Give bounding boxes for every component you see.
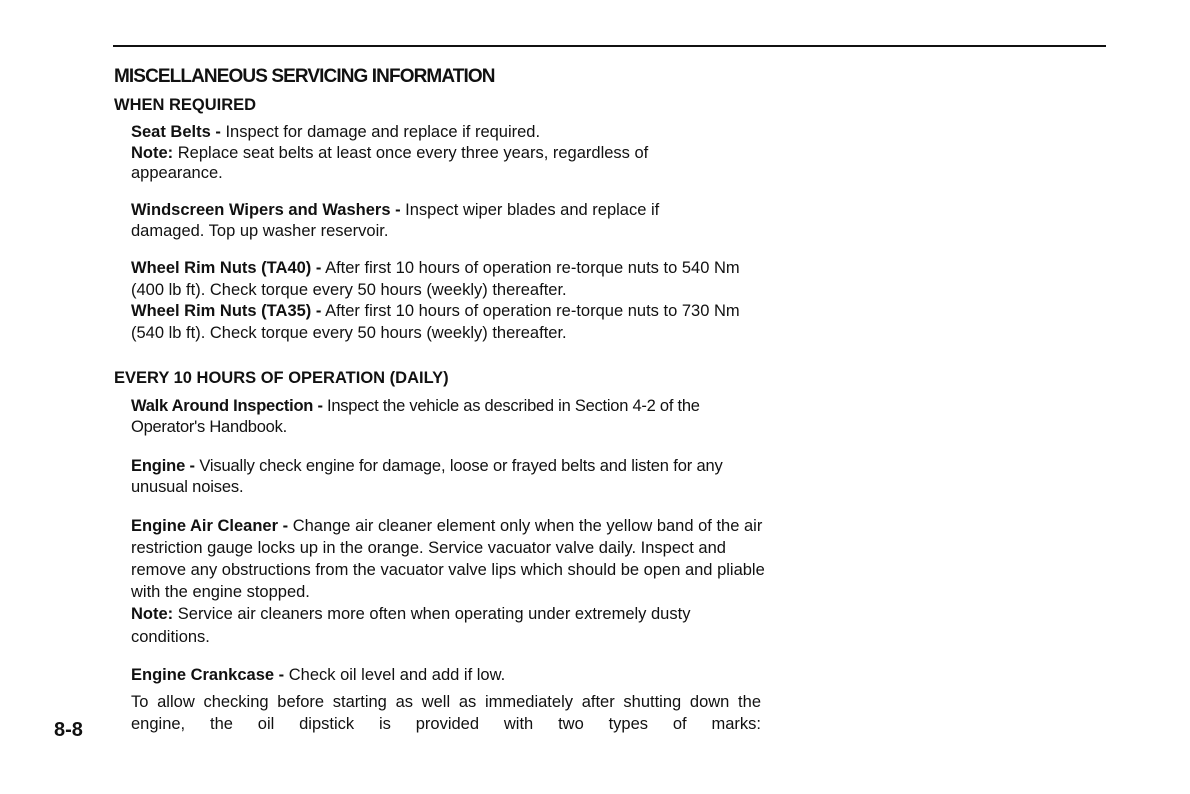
heading-every-10-hours: EVERY 10 HOURS OF OPERATION (DAILY) [114,369,449,387]
rim-nuts-ta35-paragraph [131,300,776,344]
page-number: 8-8 [54,719,83,741]
rim-nuts-ta40-label: Wheel Rim Nuts (TA40) - [131,259,322,277]
air-cleaner-note-text: Service air cleaners more often when operating under extremely dusty conditions. [131,605,691,646]
crankcase-text: Check oil level and add if low. [288,666,506,684]
walk-around-label: Walk Around Inspection - [131,397,323,415]
walk-around-text: Inspect the vehicle as described in Section 4-2 of the Operator's Handbook. [131,397,700,436]
air-cleaner-text: Change air cleaner element only when the yellow band of the air restriction gauge locks up in the orange. Service vacuator valve daily. Inspect and remove any obstructions from the vacuator valve lips which should be open and pliable with the engine stopped. [131,517,765,601]
rim-nuts-ta35-label: Wheel Rim Nuts (TA35) - [131,302,322,320]
crankcase-label: Engine Crankcase - [131,666,285,684]
engine-text: Visually check engine for damage, loose or frayed belts and listen for any unusual noises. [131,457,723,496]
engine-paragraph [131,456,756,497]
crankcase-paragraph [131,665,776,686]
rim-nuts-ta40-paragraph [131,257,776,301]
wipers-paragraph [131,200,731,241]
seat-belts-note-text: Replace seat belts at least once every three years, regardless of appearance. [131,143,649,182]
rim-nuts-ta40-text: After first 10 hours of operation re-torque nuts to 540 Nm (400 lb ft). Check torque every 50 hours (weekly) thereafter. [131,259,740,299]
air-cleaner-note-label: Note: [131,605,174,623]
wipers-label: Windscreen Wipers and Washers - [131,201,401,219]
seat-belts-text: Inspect for damage and replace if required. [225,123,541,141]
wipers-text: Inspect wiper blades and replace if damaged. Top up washer reservoir. [131,201,660,240]
air-cleaner-paragraph [131,515,771,649]
seat-belts-note-label: Note: [131,143,174,162]
engine-label: Engine - [131,457,195,475]
page-title: MISCELLANEOUS SERVICING INFORMATION [114,66,495,87]
heading-when-required: WHEN REQUIRED [114,96,257,114]
rim-nuts-ta35-text: After first 10 hours of operation re-torque nuts to 730 Nm (540 lb ft). Check torque every 50 hours (weekly) thereafter. [131,302,740,342]
seat-belts-paragraph [131,122,776,184]
walk-around-paragraph [131,396,771,437]
top-rule [113,45,1106,47]
seat-belts-label: Seat Belts - [131,123,221,141]
dipstick-paragraph: To allow checking before starting as well as immediately after shutting down the engine, the oil dipstick is provided with two types of marks: [131,693,761,733]
air-cleaner-label: Engine Air Cleaner - [131,517,289,535]
